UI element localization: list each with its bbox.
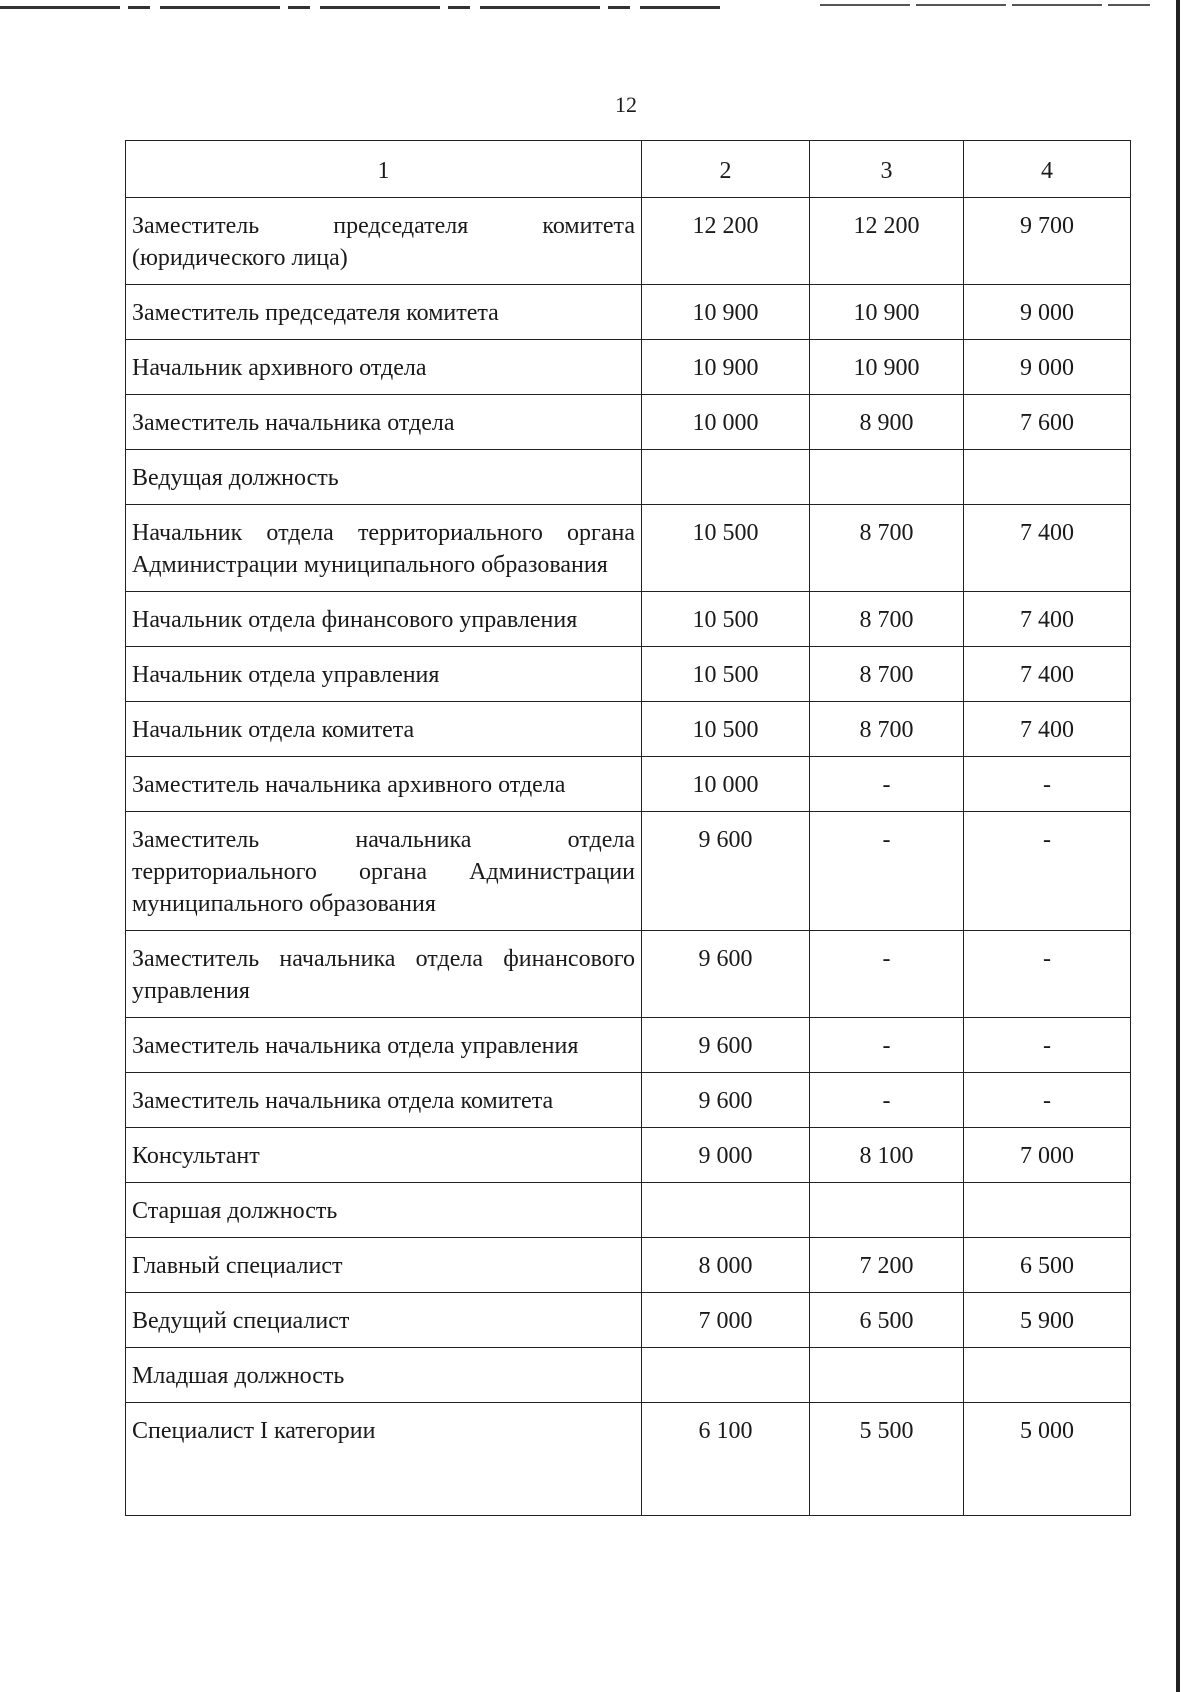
table-row: [126, 1293, 1131, 1348]
value-cell-col2: 12 200: [642, 198, 810, 285]
column-header-3: 3: [810, 141, 964, 198]
salary-table: [125, 140, 1131, 1516]
value-cell-col4: 9 000: [964, 340, 1131, 395]
value-cell-col3: 8 700: [810, 505, 964, 592]
position-name-cell: Заместитель начальника отдела территориального органа Администрации муниципального образования: [126, 812, 642, 931]
table-row: [126, 1128, 1131, 1183]
value-cell-col2: 9 000: [642, 1128, 810, 1183]
value-cell-col3: 8 700: [810, 702, 964, 757]
value-cell-col3: [810, 1348, 964, 1403]
position-name-cell: Главный специалист: [126, 1238, 642, 1293]
table-row: [126, 931, 1131, 1018]
position-name-cell: Заместитель начальника отдела комитета: [126, 1073, 642, 1128]
position-name-cell: Заместитель начальника архивного отдела: [126, 757, 642, 812]
value-cell-col4: 7 400: [964, 505, 1131, 592]
value-cell-col4: 6 500: [964, 1238, 1131, 1293]
value-cell-col2: [642, 1348, 810, 1403]
value-cell-col2: 9 600: [642, 931, 810, 1018]
column-header-4: 4: [964, 141, 1131, 198]
table-row: [126, 757, 1131, 812]
position-name-cell: Начальник отдела управления: [126, 647, 642, 702]
table-row: [126, 1018, 1131, 1073]
position-name-cell: Младшая должность: [126, 1348, 642, 1403]
value-cell-col3: [810, 1183, 964, 1238]
position-name-cell: Начальник отдела комитета: [126, 702, 642, 757]
table-row: [126, 812, 1131, 931]
position-name-cell: Ведущая должность: [126, 450, 642, 505]
position-name-cell: Консультант: [126, 1128, 642, 1183]
column-header-1: 1: [126, 141, 642, 198]
value-cell-col3: -: [810, 931, 964, 1018]
table-row: [126, 702, 1131, 757]
value-cell-col2: 7 000: [642, 1293, 810, 1348]
table-row: [126, 450, 1131, 505]
table-row: [126, 198, 1131, 285]
value-cell-col4: 9 700: [964, 198, 1131, 285]
value-cell-col2: 10 500: [642, 592, 810, 647]
column-header-2: 2: [642, 141, 810, 198]
position-name-cell: Начальник отдела территориального органа Администрации муниципального образования: [126, 505, 642, 592]
value-cell-col2: 9 600: [642, 1073, 810, 1128]
value-cell-col3: 12 200: [810, 198, 964, 285]
position-name-cell: Начальник архивного отдела: [126, 340, 642, 395]
table-row: [126, 592, 1131, 647]
value-cell-col2: 10 500: [642, 647, 810, 702]
value-cell-col3: 6 500: [810, 1293, 964, 1348]
value-cell-col3: 8 100: [810, 1128, 964, 1183]
table-row: [126, 1348, 1131, 1403]
value-cell-col3: -: [810, 1073, 964, 1128]
value-cell-col3: 5 500: [810, 1403, 964, 1516]
value-cell-col4: -: [964, 931, 1131, 1018]
value-cell-col2: [642, 1183, 810, 1238]
scan-artifact-top-line-right: [820, 4, 1150, 6]
value-cell-col3: 10 900: [810, 285, 964, 340]
value-cell-col2: 10 900: [642, 285, 810, 340]
scan-artifact-right-edge: [1176, 0, 1180, 1692]
value-cell-col4: 7 600: [964, 395, 1131, 450]
value-cell-col3: -: [810, 757, 964, 812]
scan-artifact-top-line: [0, 6, 720, 9]
value-cell-col4: -: [964, 812, 1131, 931]
value-cell-col3: 8 900: [810, 395, 964, 450]
value-cell-col2: 9 600: [642, 812, 810, 931]
value-cell-col2: 10 000: [642, 395, 810, 450]
value-cell-col2: 10 500: [642, 505, 810, 592]
position-name-cell: Заместитель начальника отдела управления: [126, 1018, 642, 1073]
position-name-cell: Ведущий специалист: [126, 1293, 642, 1348]
value-cell-col4: [964, 450, 1131, 505]
position-name-cell: Заместитель председателя комитета: [126, 285, 642, 340]
position-name-cell: Заместитель начальника отдела финансового управления: [126, 931, 642, 1018]
value-cell-col4: 7 400: [964, 592, 1131, 647]
position-name-cell: Заместитель начальника отдела: [126, 395, 642, 450]
table-row: [126, 395, 1131, 450]
value-cell-col4: 9 000: [964, 285, 1131, 340]
value-cell-col4: 5 900: [964, 1293, 1131, 1348]
value-cell-col4: 7 400: [964, 702, 1131, 757]
value-cell-col2: 9 600: [642, 1018, 810, 1073]
value-cell-col4: [964, 1348, 1131, 1403]
table-row: [126, 285, 1131, 340]
table-row: [126, 1073, 1131, 1128]
table-row: [126, 505, 1131, 592]
value-cell-col4: [964, 1183, 1131, 1238]
position-name-cell: Старшая должность: [126, 1183, 642, 1238]
value-cell-col3: 8 700: [810, 592, 964, 647]
value-cell-col4: -: [964, 757, 1131, 812]
table-row: [126, 1403, 1131, 1516]
page-number: 12: [615, 92, 637, 117]
value-cell-col3: 7 200: [810, 1238, 964, 1293]
value-cell-col4: 5 000: [964, 1403, 1131, 1516]
value-cell-col4: 7 000: [964, 1128, 1131, 1183]
table-row: [126, 647, 1131, 702]
value-cell-col2: 10 000: [642, 757, 810, 812]
value-cell-col3: [810, 450, 964, 505]
value-cell-col3: 10 900: [810, 340, 964, 395]
value-cell-col2: 6 100: [642, 1403, 810, 1516]
position-name-cell: Специалист I категории: [126, 1403, 642, 1516]
value-cell-col4: -: [964, 1018, 1131, 1073]
value-cell-col4: -: [964, 1073, 1131, 1128]
value-cell-col3: -: [810, 1018, 964, 1073]
value-cell-col3: -: [810, 812, 964, 931]
value-cell-col4: 7 400: [964, 647, 1131, 702]
value-cell-col2: [642, 450, 810, 505]
table-row: [126, 340, 1131, 395]
value-cell-col2: 10 500: [642, 702, 810, 757]
table-row: [126, 1238, 1131, 1293]
position-name-cell: Начальник отдела финансового управления: [126, 592, 642, 647]
value-cell-col2: 10 900: [642, 340, 810, 395]
position-name-cell: Заместитель председателя комитета (юридического лица): [126, 198, 642, 285]
table-header-row: [126, 141, 1131, 198]
value-cell-col2: 8 000: [642, 1238, 810, 1293]
table-row: [126, 1183, 1131, 1238]
value-cell-col3: 8 700: [810, 647, 964, 702]
